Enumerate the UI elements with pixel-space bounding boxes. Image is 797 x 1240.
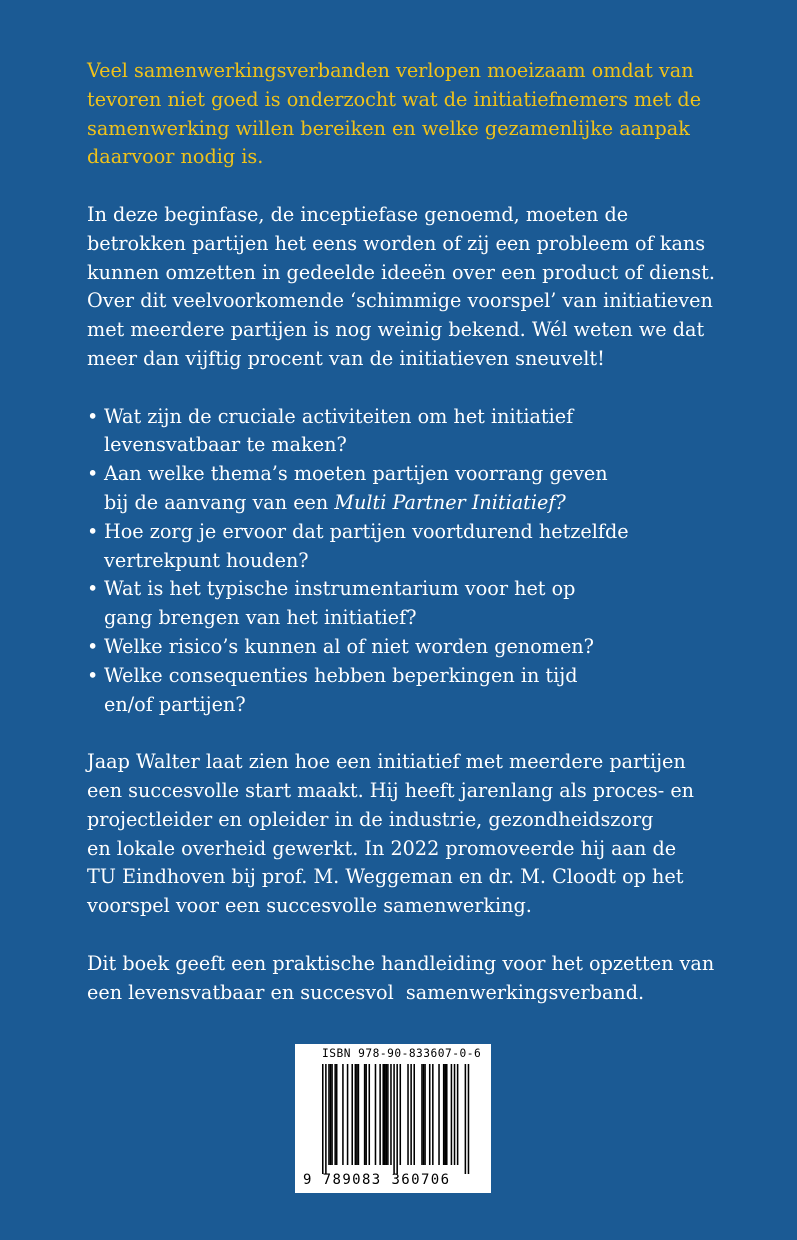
question-item: [87, 662, 727, 720]
question-line: • Aan welke thema’s moeten partijen voorrang geven: [104, 462, 608, 486]
barcode-bar: [379, 1064, 381, 1165]
question-line: gang brengen van het initiatief?: [104, 606, 417, 630]
paragraph-line: Over dit veelvoorkomende ‘schimmige voorspel’ van initiatieven: [87, 289, 713, 313]
paragraph-line: meer dan vijftig procent van de initiatieven sneuvelt!: [87, 346, 605, 370]
intro-line: daarvoor nodig is.: [87, 145, 264, 169]
barcode-bar: [413, 1064, 415, 1165]
question-line: vertrekpunt houden?: [104, 548, 309, 572]
barcode-bar: [407, 1064, 409, 1165]
barcode-bar: [390, 1064, 392, 1165]
barcode-guard-bar: [468, 1064, 470, 1174]
question-line: • Welke consequenties hebben beperkingen in tijd: [104, 663, 578, 687]
barcode-guard-bar: [325, 1064, 327, 1174]
barcode-bar: [444, 1064, 446, 1165]
question-line-with-italic: [104, 489, 727, 518]
question-line: • Wat zijn de cruciale activiteiten om het initiatief: [104, 404, 574, 428]
barcode-bar: [328, 1064, 330, 1165]
author-line: voorspel voor een succesvolle samenwerking.: [87, 894, 532, 918]
barcode-bar: [375, 1064, 377, 1165]
barcode-bars: [295, 1044, 491, 1193]
question-item: [87, 460, 727, 518]
back-cover-text: [87, 57, 727, 1007]
barcode-bar: [358, 1064, 360, 1165]
paragraph-line: met meerdere partijen is nog weinig bekend. Wél weten we dat: [87, 318, 705, 342]
question-line: en/of partijen?: [104, 692, 246, 716]
intro-line: samenwerking willen bereiken en welke gezamenlijke aanpak: [87, 116, 690, 140]
question-list: [87, 403, 727, 720]
barcode-bar: [443, 1064, 445, 1165]
question-line: levensvatbaar te maken?: [104, 433, 347, 457]
closing-line: een levensvatbaar en succesvol samenwerkingsverband.: [87, 980, 645, 1004]
barcode-guard-bar: [322, 1064, 324, 1174]
barcode-bar: [336, 1064, 338, 1165]
barcode-bar: [446, 1064, 448, 1165]
barcode-bar: [400, 1064, 402, 1165]
barcode-bar: [355, 1064, 357, 1165]
barcode-bar: [382, 1064, 384, 1165]
barcode-bar: [369, 1064, 371, 1165]
question-item: [87, 633, 727, 662]
barcode-bar: [451, 1064, 453, 1165]
barcode-guard-bar: [396, 1064, 398, 1174]
barcode-bar: [330, 1064, 332, 1165]
intro-line: Veel samenwerkingsverbanden verlopen moeizaam omdat van: [87, 59, 694, 82]
author-line: Jaap Walter laat zien hoe een initiatief met meerdere partijen: [87, 750, 686, 774]
question-line: • Wat is het typische instrumentarium voor het op: [104, 577, 576, 601]
barcode-bar: [421, 1064, 423, 1165]
intro-line: tevoren niet goed is onderzocht wat de initiatiefnemers met de: [87, 87, 702, 111]
barcode-guard-bar: [465, 1064, 467, 1174]
paragraph-line: betrokken partijen het eens worden of zij een probleem of kans: [87, 231, 706, 255]
question-item: [87, 518, 727, 576]
closing-paragraph: [87, 950, 727, 1008]
barcode-bar: [387, 1064, 389, 1165]
barcode-bar: [386, 1064, 388, 1165]
barcode-bar: [334, 1064, 336, 1165]
barcode-bar: [454, 1064, 456, 1165]
question-item: [87, 403, 727, 461]
barcode-bar: [347, 1064, 349, 1165]
question-line: • Welke risico’s kunnen al of niet worden genomen?: [104, 634, 594, 658]
barcode-bar: [331, 1064, 333, 1165]
barcode-digits: 9 789083 360706: [303, 1172, 451, 1188]
intro-paragraph: [87, 57, 727, 172]
question-item: [87, 575, 727, 633]
barcode-bar: [424, 1064, 426, 1165]
barcode-bar: [342, 1064, 344, 1165]
barcode-bar: [457, 1064, 459, 1165]
barcode-bar: [432, 1064, 434, 1165]
isbn-label: ISBN 978-90-833607-0-6: [322, 1047, 482, 1060]
barcode-guard-bar: [393, 1064, 395, 1174]
barcode-bar: [438, 1064, 440, 1165]
closing-line: Dit boek geeft een praktische handleiding voor het opzetten van: [87, 951, 715, 975]
paragraph-line: kunnen omzetten in gedeelde ideeën over een product of dienst.: [87, 260, 715, 284]
question-line: bij de aanvang van een: [104, 490, 335, 514]
author-line: projectleider en opleider in de industrie, gezondheidszorg: [87, 807, 654, 831]
inception-paragraph: [87, 201, 727, 374]
author-line: een succesvolle start maakt. Hij heeft jarenlang als proces- en: [87, 778, 695, 802]
barcode-bar: [423, 1064, 425, 1165]
multi-partner-initiative-term: Multi Partner Initiatief?: [334, 490, 566, 514]
barcode-bar: [351, 1064, 353, 1165]
barcode-bar: [429, 1064, 431, 1165]
paragraph-line: In deze beginfase, de inceptiefase genoemd, moeten de: [87, 202, 629, 226]
author-paragraph: [87, 748, 727, 921]
author-line: en lokale overheid gewerkt. In 2022 promoveerde hij aan de: [87, 836, 677, 860]
barcode-bar: [384, 1064, 386, 1165]
isbn-barcode: [295, 1044, 491, 1193]
author-line: TU Eindhoven bij prof. M. Weggeman en dr. M. Cloodt op het: [87, 865, 684, 889]
barcode-bar: [410, 1064, 412, 1165]
barcode-bar: [356, 1064, 358, 1165]
barcode-bar: [364, 1064, 366, 1165]
barcode-bar: [365, 1064, 367, 1165]
question-line: • Hoe zorg je ervoor dat partijen voortdurend hetzelfde: [104, 519, 629, 543]
